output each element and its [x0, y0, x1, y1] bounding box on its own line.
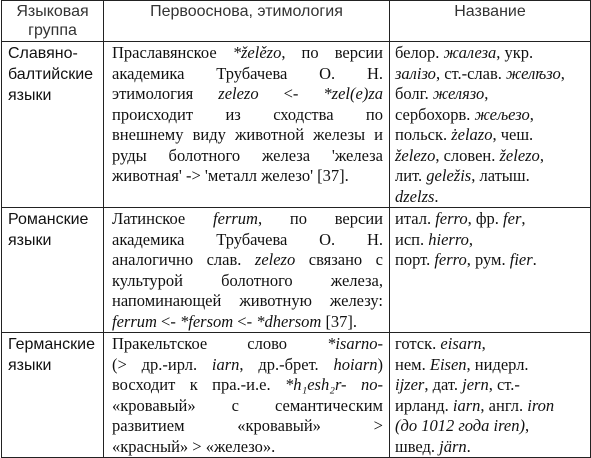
italic-term: hierro	[428, 229, 469, 249]
text-segment: , ст.-	[488, 375, 520, 394]
italic-term: eisarn	[440, 334, 482, 353]
header-etymology: Первооснова, этимология	[104, 1, 390, 42]
name-cell	[390, 333, 591, 458]
text-segment: лит.	[395, 166, 427, 185]
cell-line	[112, 125, 383, 146]
language-group-text: балтийские	[8, 66, 94, 83]
table-header-row	[2, 1, 591, 42]
language-group-text: Романские	[8, 211, 89, 228]
text-segment: ,	[529, 104, 534, 124]
text-segment: , нидерл.	[466, 354, 529, 374]
etymology-cell	[104, 333, 390, 458]
italic-term: желѣзо	[506, 63, 561, 83]
italic-term: *fersom	[179, 311, 234, 331]
language-group-cell	[2, 42, 104, 208]
italic-term: jern	[462, 375, 489, 394]
cell-line	[112, 375, 383, 396]
header-name: Название	[390, 1, 591, 42]
italic-term: dzelzs	[395, 186, 435, 206]
text-segment: «кровавый» с семантическим	[112, 395, 383, 415]
language-group-text: языки	[8, 357, 52, 374]
text-segment: «красный» > «железо».	[112, 436, 276, 456]
text-segment: , чеш.	[492, 125, 534, 144]
italic-term: Eisen	[429, 354, 467, 374]
cell-line	[395, 105, 587, 126]
text-segment: этимология	[112, 84, 219, 103]
cell-line	[395, 166, 587, 187]
text-segment: нем.	[395, 354, 430, 374]
cell-line	[395, 187, 587, 208]
text-segment: культурой болотного железа,	[112, 270, 383, 290]
cell-line	[112, 230, 383, 251]
text-segment: [37].	[321, 311, 358, 331]
table-row	[2, 208, 591, 333]
cell-line	[395, 375, 587, 396]
text-segment: ,	[525, 416, 530, 435]
language-group-text: Славяно-	[8, 45, 78, 62]
text-segment: <-	[156, 311, 180, 331]
cell-line	[112, 146, 383, 167]
italic-term: fer	[503, 209, 522, 228]
language-group-text: языки	[8, 87, 52, 104]
cell-line	[112, 105, 383, 126]
italic-term: желязо	[432, 84, 485, 103]
text-segment: итал.	[395, 209, 436, 228]
cell-line	[112, 334, 383, 355]
etymology-cell	[104, 208, 390, 333]
cell-line	[395, 43, 587, 64]
italic-term: železo	[499, 145, 540, 165]
text-segment: академика Трубачева О. Н.	[112, 63, 383, 83]
text-segment: , ст.-слав.	[435, 63, 507, 83]
text-segment: швед.	[395, 436, 440, 456]
text-segment: готск.	[395, 334, 441, 353]
cell-line	[112, 355, 383, 376]
cell-line	[395, 209, 587, 230]
text-segment: руды болотного железа 'железа	[112, 145, 383, 165]
text-segment: белор.	[395, 43, 444, 62]
italic-term: (до 1012 года iren)	[395, 416, 525, 435]
cell-line	[112, 271, 383, 292]
cell-line	[395, 334, 587, 355]
text-segment: , по версии	[281, 43, 383, 62]
text-segment: ,	[468, 229, 473, 249]
text-segment: восходит к пра.-и.е.	[112, 375, 285, 394]
cell-line	[112, 312, 383, 333]
cell-line	[395, 125, 587, 146]
text-segment: животная' -> 'металл железо' [37].	[112, 166, 349, 185]
text-segment: , др.-брет.	[239, 354, 334, 374]
cell-line	[395, 84, 587, 105]
text-segment: Латинское	[112, 209, 214, 228]
italic-term: iron	[527, 395, 555, 415]
italic-term: hoiarn	[333, 354, 378, 374]
italic-term: ferro	[434, 250, 467, 269]
etymology-table	[1, 0, 591, 458]
cell-line	[112, 64, 383, 85]
cell-line	[112, 43, 383, 64]
italic-term: *zel(e)za	[323, 84, 383, 103]
cell-line	[112, 250, 383, 271]
italic-term: залізо	[395, 63, 436, 83]
italic-term: ferrum	[213, 209, 258, 228]
text-segment: .	[532, 250, 537, 269]
italic-term: *isarno-	[327, 334, 383, 353]
text-segment: исп.	[395, 229, 429, 249]
text-segment: польск.	[395, 125, 452, 144]
italic-term: żelazo	[451, 125, 493, 144]
cell-line	[395, 146, 587, 167]
text-segment: связано с	[295, 250, 383, 269]
text-segment: болг.	[395, 84, 433, 103]
text-segment: , англ.	[480, 395, 528, 415]
italic-term: *želězo	[232, 43, 282, 62]
cell-line	[395, 396, 587, 417]
text-segment: ,	[484, 84, 489, 103]
italic-term: železo	[395, 145, 436, 165]
text-segment: ,	[539, 145, 544, 165]
italic-term: zelezo	[254, 250, 296, 269]
text-segment: , укр.	[496, 43, 534, 62]
text-segment: развитием «кровавый» >	[112, 416, 383, 435]
language-group-text: Германские	[8, 336, 95, 353]
cell-line	[112, 396, 383, 417]
cell-line	[112, 416, 383, 437]
cell-line	[395, 250, 587, 271]
text-segment: <-	[233, 311, 257, 331]
italic-term: ferro	[435, 209, 468, 228]
text-segment: .	[466, 436, 471, 456]
text-segment: , дат.	[424, 375, 463, 394]
text-segment: аналогично слав.	[112, 250, 255, 269]
text-segment: происходит из сходства по	[112, 104, 383, 124]
cell-line	[112, 291, 383, 312]
etymology-cell	[104, 42, 390, 208]
cell-line	[395, 64, 587, 85]
text-segment: сербохорв.	[395, 104, 475, 124]
text-segment: академика Трубачева О. Н.	[112, 229, 383, 249]
text-segment: ,	[481, 334, 486, 353]
italic-term: iarn	[452, 395, 481, 415]
text-segment: <-	[258, 84, 324, 103]
text-segment: .	[434, 186, 439, 206]
italic-term: geležis	[426, 166, 472, 185]
text-segment: , фр.	[467, 209, 504, 228]
cell-line	[112, 84, 383, 105]
text-segment: внешнему виду животной железы и	[112, 125, 383, 144]
text-segment: Пракельтское слово	[112, 334, 328, 353]
cell-line	[112, 209, 383, 230]
text-segment: )	[377, 354, 383, 374]
italic-term: *h₁esh₂r- no-	[285, 375, 383, 394]
table-row	[2, 42, 591, 208]
italic-term: järn	[439, 436, 467, 456]
text-segment: напоминающей животную железу:	[112, 291, 383, 310]
language-group-cell	[2, 333, 104, 458]
cell-line	[112, 166, 383, 187]
name-cell	[390, 208, 591, 333]
name-cell	[390, 42, 591, 208]
language-group-cell	[2, 208, 104, 333]
italic-term: zelezo	[218, 84, 259, 103]
text-segment: ,	[560, 63, 565, 83]
text-segment: , по версии	[257, 209, 383, 228]
text-segment: , словен.	[435, 145, 500, 165]
italic-term: fier	[509, 250, 533, 269]
cell-line	[112, 437, 383, 458]
text-segment: (> др.-ирл.	[112, 354, 212, 374]
language-group-text: языки	[8, 232, 52, 249]
text-segment: , рум.	[466, 250, 510, 269]
text-segment: , латыш.	[471, 166, 530, 185]
italic-term: жалеза	[443, 43, 497, 62]
cell-line	[395, 355, 587, 376]
italic-term: iarn	[211, 354, 240, 374]
text-segment: ирланд.	[395, 395, 453, 415]
cell-line	[395, 437, 587, 458]
cell-line	[395, 230, 587, 251]
italic-term: жељезо	[474, 104, 530, 124]
text-segment: ,	[521, 209, 526, 228]
header-language-group: Языковая группа	[2, 1, 104, 42]
text-segment: Праславянское	[112, 43, 233, 62]
table-row	[2, 333, 591, 458]
italic-term: ijzer	[395, 375, 425, 394]
italic-term: *dhersom	[256, 311, 322, 331]
cell-line	[395, 416, 587, 437]
text-segment: порт.	[395, 250, 435, 269]
italic-term: ferrum	[112, 311, 157, 331]
